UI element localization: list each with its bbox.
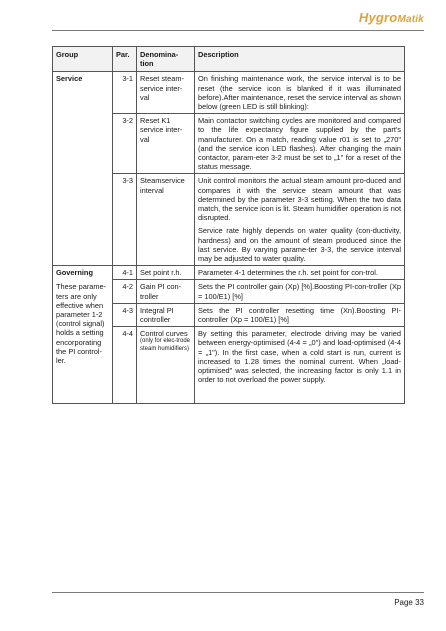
denomination-cell: Gain PI con-troller xyxy=(137,280,195,303)
description-text: Unit control monitors the actual steam amount pro-duced and compares it with the service steam amount that was determined by the parameter 3-3 setting. When the two data match, the service icon is lit. Steam humidifier operation is not disrupted. xyxy=(198,176,401,223)
denomination-cell: Reset steam-service inter-val xyxy=(137,72,195,114)
description-cell xyxy=(195,174,405,266)
parameter-table xyxy=(52,46,405,404)
denomination-cell: Set point r.h. xyxy=(137,266,195,280)
column-header-par: Par. xyxy=(113,47,137,72)
table-row xyxy=(53,266,405,280)
description-text: Main contactor switching cycles are monitored and compared to the life expectancy figure supplied by the part's manufacturer. On a match, reading value r01 is set to „270" (and the service icon LED flashes). After changing the main contactor, param-eter 3-2 must be set to „1" for a reset of the status message. xyxy=(198,116,401,172)
denomination-text: Control curves xyxy=(140,329,188,339)
table-row xyxy=(53,72,405,114)
description-text: Parameter 4-1 determines the r.h. set point for con-trol. xyxy=(198,268,378,278)
column-header-denomination: Denomina-tion xyxy=(137,47,195,72)
par-cell: 3-3 xyxy=(113,174,137,266)
group-note: These parame-ters are only effective when parameter 1-2 (control signal) holds a setting encorporating the PI control-ler. xyxy=(56,282,107,366)
column-header-group: Group xyxy=(53,47,113,72)
par-cell: 3-1 xyxy=(113,72,137,114)
description-cell xyxy=(195,266,405,280)
description-cell xyxy=(195,280,405,303)
column-header-description: Description xyxy=(195,47,405,72)
par-cell: 4-2 xyxy=(113,280,137,303)
description-cell xyxy=(195,72,405,114)
par-cell: 3-2 xyxy=(113,114,137,174)
table-header-row xyxy=(53,47,405,72)
par-cell: 4-3 xyxy=(113,303,137,326)
par-cell: 4-1 xyxy=(113,266,137,280)
group-title: Governing xyxy=(56,268,93,278)
footer-rule xyxy=(52,592,424,593)
description-text: Service rate highly depends on water quality (con-ductivity, hardness) and on the amount of steam produced since the last service. By varying parame-ter 3-3, the service interval may be adjusted to water quality. xyxy=(198,226,401,264)
group-cell-governing xyxy=(53,266,113,403)
hygromatik-logo: HygroMatik xyxy=(358,10,424,25)
denomination-cell xyxy=(137,327,195,403)
par-cell: 4-4 xyxy=(113,327,137,403)
description-text: By setting this parameter, electrode driving may be varied between energy-optimised (4-4 = „0") and load-optimised (4-4 = „1"). In the first case, when a cold start is run, current is increased to 1.28 times the nominal current. When „load-optimised" was selected, the increasing factor is only 1.1 in order to not overload the power supply. xyxy=(198,329,401,385)
group-cell-service: Service xyxy=(53,72,113,266)
description-cell xyxy=(195,303,405,326)
description-cell xyxy=(195,327,405,403)
page-number: Page 33 xyxy=(394,598,424,607)
denomination-cell: Reset K1 service inter-val xyxy=(137,114,195,174)
header-rule xyxy=(52,30,424,31)
denomination-note: (only for elec-trode steam humidifiers) xyxy=(140,338,191,352)
denomination-cell: Steamservice interval xyxy=(137,174,195,266)
description-text: On finishing maintenance work, the service interval is to be reset (the service icon is blanked if it was illuminated before).After maintenance, reset the service interval as shown below (green LED is still blinking): xyxy=(198,74,401,112)
denomination-cell: Integral PI controller xyxy=(137,303,195,326)
description-text: Sets the PI controller resetting time (Xn).Boosting PI-controller (Xp = 100/E1) [%] xyxy=(198,305,401,325)
description-text: Sets the PI controller gain (Xp) [%].Boosting PI-con-troller (Xp = 100/E1) [%] xyxy=(198,282,401,301)
description-cell xyxy=(195,114,405,174)
